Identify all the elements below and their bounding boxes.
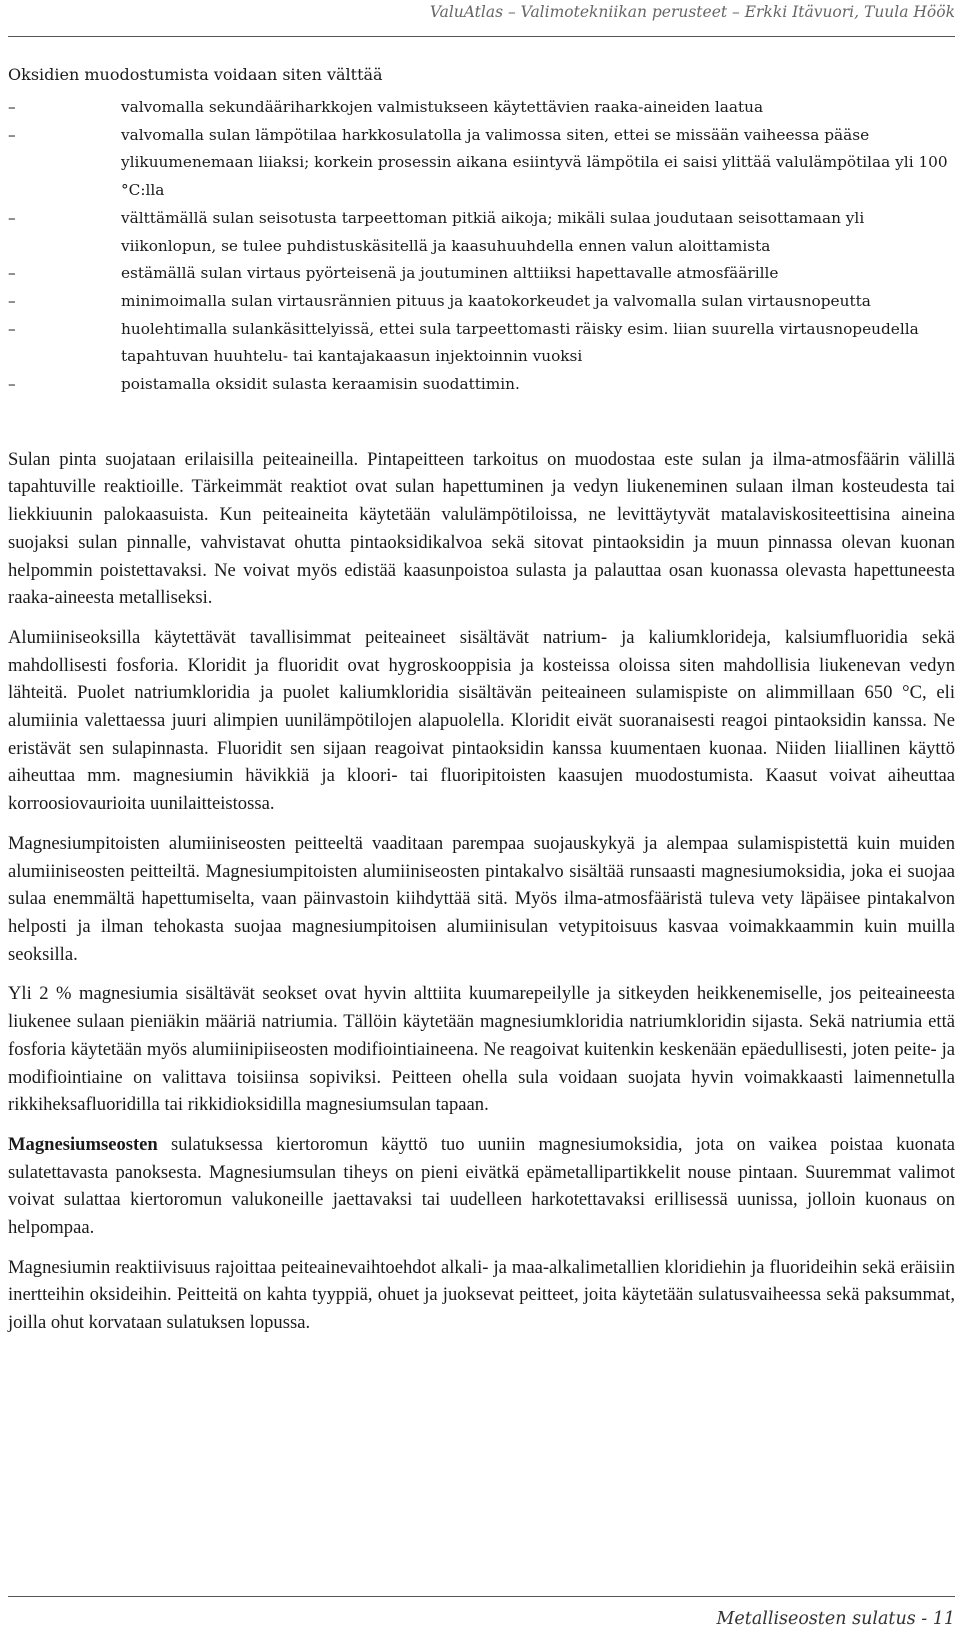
list-item: – valvomalla sekundääriharkkojen valmistukseen käytettävien raaka-aineiden laatua (8, 94, 955, 122)
dash-marker: – (8, 291, 16, 310)
list-item: – estämällä sulan virtaus pyörteisenä ja joutuminen alttiiksi hapettavalle atmosfäärille (8, 260, 955, 288)
dash-marker: – (8, 264, 16, 283)
dash-marker: – (8, 125, 16, 144)
intro-line: Oksidien muodostumista voidaan siten välttää (8, 65, 383, 84)
running-title: ValuAtlas – Valimotekniikan perusteet – Erkki Itävuori, Tuula Höök (429, 3, 955, 21)
page-body (8, 61, 955, 1337)
paragraph-magnesium-reactivity: Magnesiumin reaktiivisuus rajoittaa peiteainevaihtoehdot alkali- ja maa-alkalimetallien kloridiehin ja fluorideihin sekä eräisiin inertteihin oksideihin. Peitteitä on kahta tyyppiä, ohuet ja juoksevat peitteet, joita käytetään sulatusvaiheessa sekä paksummat, joilla ohut korvataan sulatuksen lopussa. (8, 1256, 955, 1334)
dash-marker: – (8, 98, 16, 116)
list-item: – minimoimalla sulan virtausrännien pituus ja kaatokorkeudet ja valvomalla sulan virtausnopeutta (8, 288, 955, 316)
dash-marker: – (8, 319, 16, 338)
list-item: – huolehtimalla sulankäsittelyissä, ettei sula tarpeettomasti räisky esim. liian suurella virtausnopeudella tapahtuvan huuhtelu- tai kantajakaasun injektoinnin vuoksi (8, 316, 955, 371)
page-footer (8, 1596, 955, 1629)
dash-marker: – (8, 375, 16, 394)
list-item: – välttämällä sulan seisotusta tarpeettoman pitkiä aikoja; mikäli sulaa joudutaan seisottamaan yli viikonlopun, se tulee puhdistuskäsitellä ja kaasuhuuhdella ennen valun aloittamista (8, 205, 955, 260)
dash-marker: – (8, 208, 16, 227)
running-header (8, 0, 955, 37)
list-item: – valvomalla sulan lämpötilaa harkkosulatolla ja valimossa siten, ettei se missään vaiheessa pääse ylikuumenemaan liiaksi; korkein prosessin aikana esiintyvä lämpötila ei saisi ylittää valulämpötilaa yli 100 °C:lla (8, 122, 955, 205)
bold-term: Magnesiumseosten (8, 1133, 158, 1155)
bullet-list (8, 94, 955, 399)
paragraph-sodium-sensitivity: Yli 2 % magnesiumia sisältävät seokset ovat hyvin alttiita kuumarepeilylle ja sitkeyden heikkenemiselle, jos peiteaineesta liukenee sulaan pieniäkin määriä natriumia. Tällöin käytetään magnesiumkloridia natriumkloridin sijasta. Sekä natriumia että fosforia käytetään myös alumiinipiiseosten modifiointiaineena. Ne reagoivat kuitenkin keskenään epäedullisesti, joten peite- ja modifiointiaine on valittava toisiinsa sopiviksi. Peitteen ohella sula voidaan suojata hyvin voimakkaasti laimennetulla rikkiheksafluoridilla tai rikkidioksidilla magnesiumsulan tapaan. (8, 983, 955, 1116)
paragraph-magnesium-aluminium: Magnesiumpitoisten alumiiniseosten peitteeltä vaaditaan parempaa suojauskykyä ja alempaa sulamispistettä kuin muiden alumiiniseosten peitteiltä. Magnesiumpitoisten alumiiniseosten pintakalvo sisältää runsaasti magnesiumoksidia, joka ei suojaa sulaa enemmältä hapettumiselta, vaan päinvastoin kiihdyttää sitä. Myös ilma-atmosfääristä tuleva vety läpäisee pintakalvon helposti ja ilman tehokasta suojaa magnesiumpitoisen alumiinisulan vetypitoisuus kasvaa voimakkaammin kuin muilla seoksilla. (8, 832, 955, 965)
paragraph-aluminium-fluxes: Alumiiniseoksilla käytettävät tavallisimmat peiteaineet sisältävät natrium- ja kaliumkloridejа, kalsiumfluoridia sekä mahdollisesti fosforia. Kloridit ja fluoridit ovat hygroskooppisia ja kosteissa oloissa siten mahdollisia liukenevan vedyn lähteitä. Puolet natriumkloridia ja puolet kaliumkloridia sisältävän peiteaineen sulamispiste on alimmillaan 650 °C, eli alumiinia valettaessa juuri alimpien uunilämpötilojen alapuolella. Kloridit eivät suoranaisesti reagoi pintaoksidin kanssa. Ne eristävät sen sulapinnasta. Fluoridit sen sijaan reagoivat pintaoksidin kanssa kuumentaen kuonaa. Niiden liiallinen käyttö aiheuttaa mm. magnesiumin hävikkiä ja kloori- tai fluoripitoisten kaasujen muodostumista. Kaasut voivat aiheuttaa korroosiovaurioita uunilaitteistossa. (8, 626, 955, 815)
list-item: – poistamalla oksidit sulasta keraamisin suodattimin. (8, 371, 955, 399)
paragraph-magnesium-alloys: Magnesiumseosten sulatuksessa kiertoromun käyttö tuo uuniin magnesiumoksidia, jota on vaikea poistaa kuonata sulatettavasta panoksesta. Magnesiumsulan tiheys on pieni eivätkä epämetallipartikkelit nouse pintaan. Suuremmat valimot voivat sulattaa kiertoromun valukoneille jaettavaksi tai uudelleen harkotettavaksi erillisessä uunissa, jolloin kuonaus on helpompaa. (8, 1133, 955, 1239)
paragraph-covering-agents: Sulan pinta suojataan erilaisilla peiteaineilla. Pintapeitteen tarkoitus on muodostaa este sulan ja ilma-atmosfäärin välillä tapahtuville reaktioille. Tärkeimmät reaktiot ovat sulan hapettuminen ja vedyn liukeneminen sulaan ilman kosteudesta tai liekkiuunin palokaasuista. Kun peiteaineita käytetään valulämpötiloissa, ne levittäytyvät matalaviskositeettisina aineina suojaksi sulan pinnalle, vahvistavat ohutta pintaoksidikalvoa sekä sitovat pintaoksidin ja muun pinnassa olevan kuonan helpommin poistettavaksi. Ne voivat myös edistää kaasunpoistoa sulasta ja palauttaa osan kuonassa olevasta hapettuneesta raaka-aineesta metalliseksi. (8, 448, 955, 609)
page-label: Metalliseosten sulatus - 11 (716, 1609, 955, 1629)
